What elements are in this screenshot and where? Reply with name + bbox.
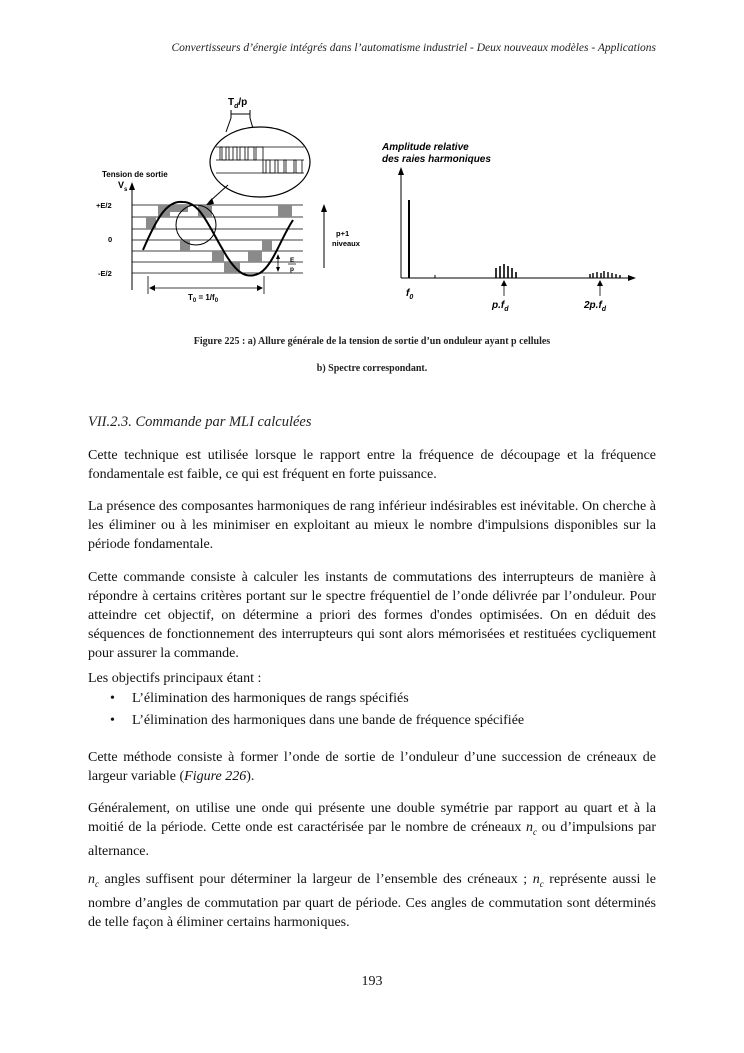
list-item: • L’élimination des harmoniques de rangs spécifiés (106, 688, 524, 710)
page-number: 193 (361, 974, 383, 989)
minus-e2-label: -E/2 (98, 269, 112, 278)
levels-label-1: p+1 (336, 229, 350, 238)
list-item: • L’élimination des harmoniques dans une bande de fréquence spécifiée (106, 710, 524, 732)
paragraph-6: Généralement, on utilise une onde qui présente une double symétrie par rapport au quart et à la moitié de la période. Cette onde est caractérisée par le nombre de créneaux $n_c$ ou d’impulsions par alternance. (88, 801, 656, 859)
step-bottom: p (290, 266, 294, 273)
nc-symbol: $n_c$ (532, 872, 544, 889)
twopfd-label: $2p.f_d$ (584, 300, 607, 313)
spectrum-title-1: Amplitude relative (382, 142, 469, 153)
section-title: VII.2.3. Commande par MLI calculées (88, 414, 312, 430)
figure-caption-line-1: Figure 225 : a) Allure générale de la tension de sortie d’un onduleur ayant p cellules (193, 336, 551, 347)
figure-caption-line-2: b) Spectre correspondant. (316, 363, 428, 374)
figure-226-ref: Figure 226 (184, 769, 247, 784)
paragraph-2: La présence des composantes harmoniques de rang inférieur indésirables est inévitable. On cherche à les éliminer ou à les minimiser en exploitant au mieux le nombre d'impulsions disponibles sur la période fondamentale. (88, 499, 656, 552)
period-label: $T_0 = 1/f_0$ (188, 293, 219, 304)
f0-label: $f_0$ (406, 288, 414, 301)
paragraph-1: Cette technique est utilisée lorsque le rapport entre la fréquence de découpage et la fréquence fondamentale est faible, ce qui est fréquent en forte puissance. (88, 448, 656, 482)
td-label: $T_d/p$ (228, 97, 248, 110)
pfd-label: $p.f_d$ (492, 300, 509, 313)
nc-symbol: $n_c$ (88, 872, 99, 889)
waveform-diagram (96, 97, 361, 304)
paragraph-3: Cette commande consiste à calculer les instants de commutations des interrupteurs de manière à répondre à certains critères portant sur le spectre fréquentiel de l’onde délivrée par l’onduleur. Pour atteindre cet objectif, on détermine a priori des formes d'ondes optimisées. On en déduit des séquences de fonctionnement des interrupteurs qui sont alors mémorisées et restituées cycliquement pour assurer la commande. (88, 570, 656, 661)
spectrum-diagram (381, 142, 636, 313)
paragraph-5: Cette méthode consiste à former l’onde de sortie de l’onduleur d’une succession de créneaux de largeur variable (Figure 226). (88, 750, 656, 784)
zoom-ellipse (210, 127, 310, 197)
spectrum-title-2: des raies harmoniques (382, 154, 491, 165)
vs-label: $V_s$ (118, 180, 128, 193)
tension-label: Tension de sortie (102, 170, 168, 179)
running-header: Convertisseurs d’énergie intégrés dans l’automatisme industriel - Deux nouveaux modèles - Applications (171, 42, 656, 54)
zero-label: 0 (108, 235, 113, 244)
levels-label-2: niveaux (332, 239, 360, 248)
nc-symbol: $n_c$ (526, 820, 538, 837)
objectives-list (106, 688, 524, 732)
plus-e2-label: +E/2 (96, 201, 112, 210)
zoom-circle (176, 205, 216, 245)
paragraph-7: $n_c$ angles suffisent pour déterminer la largeur de l’ensemble des créneaux ; $n_c$ représente aussi le nombre d’angles de commutation par quart de période. Ces angles de commutation sont déterminés de telle façon à éliminer certains harmoniques. (88, 872, 656, 930)
figure-225 (88, 90, 656, 320)
paragraph-4: Les objectifs principaux étant : (88, 671, 262, 686)
step-top: E (290, 257, 295, 264)
